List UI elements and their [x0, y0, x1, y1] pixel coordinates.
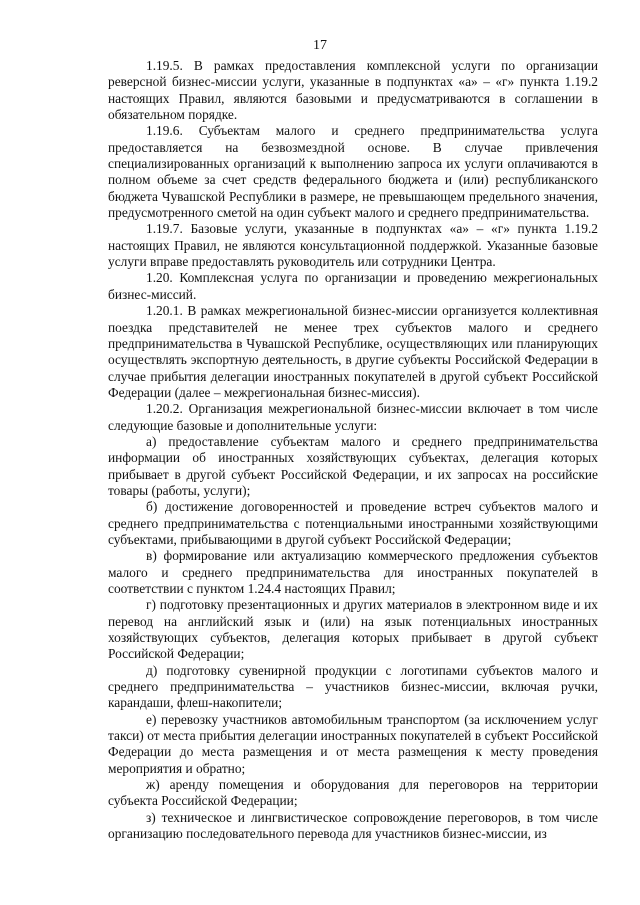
list-item-zh: ж) аренду помещения и оборудования для переговоров на территории субъекта Российской Федерации;	[108, 777, 598, 809]
list-item-e: е) перевозку участников автомобильным транспортом (за исключением услуг такси) от места прибытия делегации иностранных покупателей в субъект Российской Федерации до места размещения и от места размещения к месту проведения мероприятия и обратно;	[108, 711, 598, 776]
paragraph-1-19-5: 1.19.5. В рамках предоставления комплексной услуги по организации реверсной бизнес-миссии услуги, указанные в подпунктах «а» – «г» пункта 1.19.2 настоящих Правил, являются базовыми и предусматриваются в соглашении в обязательном порядке.	[108, 58, 598, 123]
paragraph-1-20-2: 1.20.2. Организация межрегиональной бизнес-миссии включает в том числе следующие базовые и дополнительные услуги:	[108, 401, 598, 433]
paragraph-1-20: 1.20. Комплексная услуга по организации и проведению межрегиональных бизнес-миссий.	[108, 270, 598, 302]
list-item-g: г) подготовку презентационных и других материалов в электронном виде и их перевод на английский язык и (или) на язык потенциальных иностранных хозяйствующих субъектов, делегация которых прибывает в другой субъект Российской Федерации;	[108, 597, 598, 662]
list-item-d: д) подготовку сувенирной продукции с логотипами субъектов малого и среднего предпринимательства – участников бизнес-миссии, включая ручки, карандаши, флеш-накопители;	[108, 662, 598, 711]
document-body	[108, 58, 598, 843]
list-item-z: з) техническое и лингвистическое сопровождение переговоров, в том числе организацию последовательного перевода для участников бизнес-миссии, из	[108, 809, 598, 842]
list-item-a: а) предоставление субъектам малого и среднего предпринимательства информации об иностранных хозяйствующих субъектах, делегация которых прибывает в другой субъект Российской Федерации, и их запросах на российские товары (работы, услуги);	[108, 433, 598, 498]
paragraph-1-20-1: 1.20.1. В рамках межрегиональной бизнес-миссии организуется коллективная поездка представителей не менее трех субъектов малого и среднего предпринимательства в Чувашской Республике, осуществляющих или планирующих осуществлять экспортную деятельность, в другие субъекты Российской Федерации в случае прибытия делегации иностранных покупателей в другой субъект Российской Федерации (далее – межрегиональная бизнес-миссия).	[108, 303, 598, 400]
paragraph-1-19-7: 1.19.7. Базовые услуги, указанные в подпунктах «а» – «г» пункта 1.19.2 настоящих Правил, не являются консультационной поддержкой. Указанные базовые услуги вправе предоставлять руководитель или сотрудники Центра.	[108, 221, 598, 270]
list-item-b: б) достижение договоренностей и проведение встреч субъектов малого и среднего предпринимательства с потенциальными иностранными хозяйствующими субъектами, прибывающими в другой субъект Российской Федерации;	[108, 499, 598, 547]
list-item-v: в) формирование или актуализацию коммерческого предложения субъектов малого и среднего предпринимательства для иностранных покупателей в соответствии с пунктом 1.24.4 настоящих Правил;	[108, 548, 598, 596]
paragraph-1-19-6: 1.19.6. Субъектам малого и среднего предпринимательства услуга предоставляется на безвозмездной основе. В случае привлечения специализированных организаций к выполнению запроса их услуги оплачиваются в полном объеме за счет средств федерального бюджета и (или) республиканского бюджета Чувашской Республики в размере, не превышающем предельного значения, предусмотренного сметой на один субъект малого и среднего предпринимательства.	[108, 123, 598, 221]
page-number: 17	[313, 38, 327, 53]
